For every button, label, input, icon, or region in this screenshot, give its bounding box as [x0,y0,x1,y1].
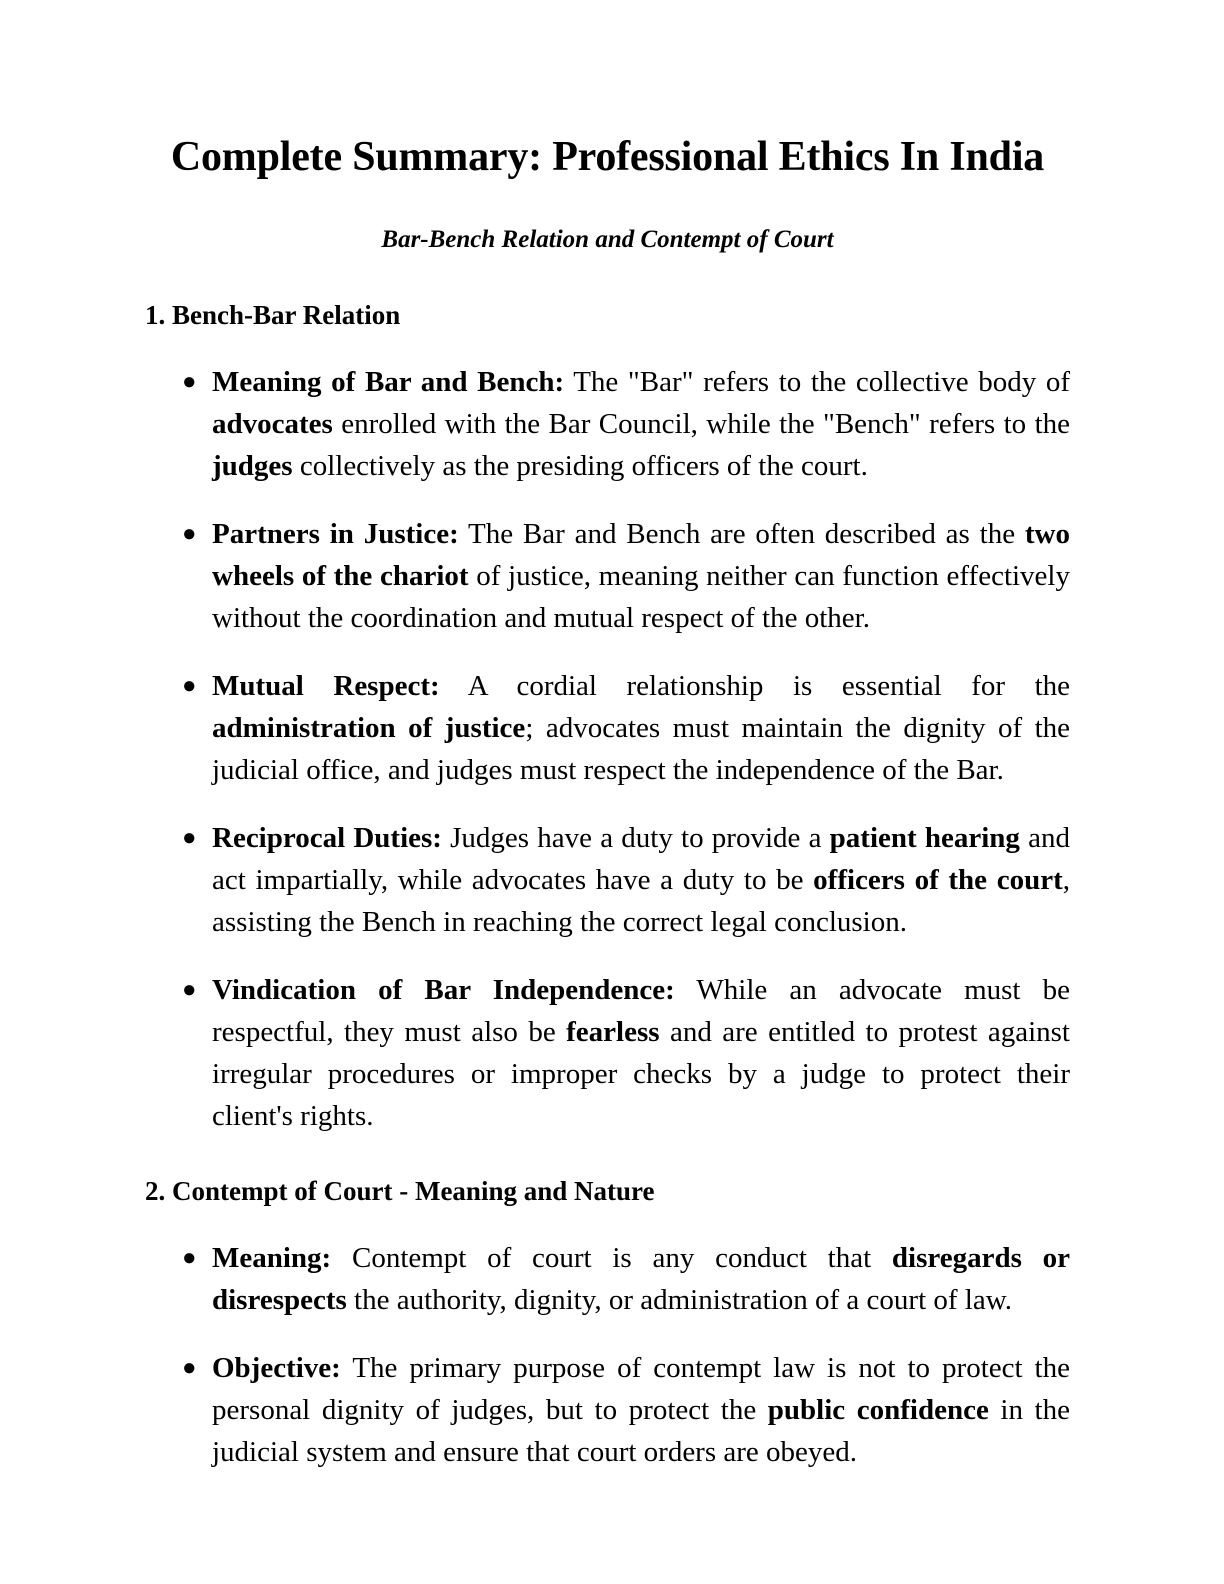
list-item-lead: Meaning: [212,1241,332,1274]
list-item-emphasis-1: patient hearing [829,822,1020,855]
list-item-text-1: Judges have a duty to provide a [441,822,830,855]
list-item-emphasis-1: fearless [566,1016,660,1049]
list-item-emphasis-2: judges [212,450,293,483]
list-item-text-2: the authority, dignity, or administration of a court of law. [346,1283,1013,1316]
list-item-emphasis-1: disregards or disrespects [212,1241,1070,1316]
list-item-text-1: While an advocate must be respectful, they must also be [212,974,1070,1049]
list-item-emphasis-1: public confidence [767,1393,989,1426]
bullet-icon: ● [182,1244,197,1271]
list-item-emphasis-1: administration of justice [212,712,526,745]
bullet-icon: ● [182,977,197,1004]
section-heading-2: 2. Contempt of Court - Meaning and Nature [145,1176,655,1207]
bullet-icon: ● [182,369,197,396]
list-item-lead: Objective: [212,1351,341,1384]
list-item [145,487,1070,639]
page-title: Complete Summary: Professional Ethics In India [170,134,1045,180]
bullet-list-section-2 [145,1209,1070,1473]
list-item-emphasis-1: two wheels of the chariot [212,518,1070,593]
list-item-text-2: enrolled with the Bar Council, while the "Bench" refers to the [332,408,1070,441]
bullet-icon: ● [182,521,197,548]
list-item-text-3: collectively as the presiding officers of the court. [292,450,868,483]
list-item [145,791,1070,943]
list-item-text-2: and act impartially, while advocates have a duty to be [212,822,1071,897]
list-item-text-2: and are entitled to protest against irregular procedures or improper checks by a judge to protect their client's rights. [212,1016,1070,1133]
bullet-icon: ● [182,825,197,852]
list-item-lead: Reciprocal Duties: [212,822,442,855]
list-item-text-1: The "Bar" refers to the collective body of [564,366,1070,399]
list-item-lead: Meaning of Bar and Bench: [212,366,565,399]
list-item [145,1321,1070,1473]
document-content [145,0,1070,1473]
bullet-list-section-1 [145,333,1070,1137]
list-item-text-1: Contempt of court is any conduct that [331,1241,892,1274]
list-item-text-3: , assisting the Bench in reaching the correct legal conclusion. [212,864,1070,939]
list-item-text-2: of justice, meaning neither can function effectively without the coordination and mutual respect of the other. [212,560,1070,635]
bullet-icon: ● [182,1354,197,1381]
list-item [145,333,1070,487]
list-item-lead: Vindication of Bar Independence: [212,974,675,1007]
list-item [145,639,1070,791]
list-item [145,1209,1070,1321]
section-heading-1: 1. Bench-Bar Relation [145,300,401,331]
list-item-emphasis-1: advocates [212,408,333,441]
bullet-icon: ● [182,673,197,700]
list-item-lead: Mutual Respect: [212,670,440,703]
list-item-text-1: The primary purpose of contempt law is not to protect the personal dignity of judges, but to protect the [212,1351,1070,1426]
list-item-text-2: in the judicial system and ensure that court orders are obeyed. [212,1393,1070,1468]
list-item-lead: Partners in Justice: [212,518,459,551]
list-item-text-1: The Bar and Bench are often described as the [458,518,1025,551]
page-subtitle: Bar-Bench Relation and Contempt of Court [381,226,834,254]
list-item-text-1: A cordial relationship is essential for the [439,670,1070,703]
list-item-text-2: ; advocates must maintain the dignity of the judicial office, and judges must respect the independence of the Bar. [212,712,1071,787]
list-item [145,943,1070,1137]
list-item-emphasis-2: officers of the court [813,864,1063,897]
